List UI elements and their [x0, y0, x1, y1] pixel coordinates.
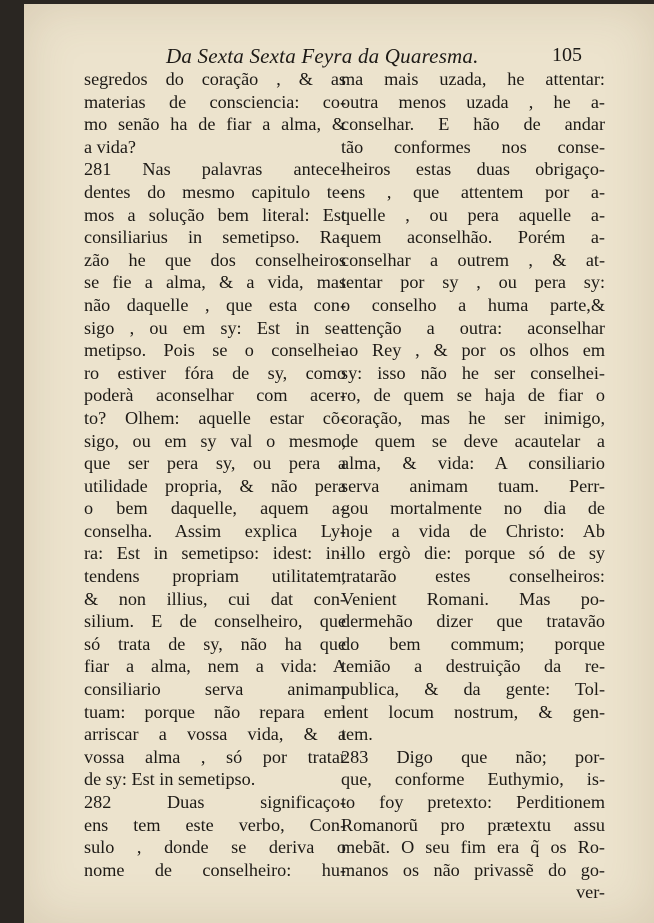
- left-text-line: metipso. Pois se o conselhei-: [84, 340, 346, 361]
- right-text-line: coração, mas he ser inimigo,: [341, 407, 605, 428]
- right-text-line: o conselho a huma parte,&: [341, 294, 605, 315]
- left-text-line: materias de consciencia: co-: [84, 91, 346, 112]
- left-text-line: conselha. Assim explica Ly-: [84, 520, 346, 541]
- right-text-line: publica, & da gente: Tol-: [341, 679, 605, 700]
- left-text-line: mo senão ha de fiar a alma, &: [84, 114, 346, 135]
- right-text-line: ma mais uzada, he attentar:: [341, 69, 605, 89]
- right-text-line: alma, & vida: A consiliario: [341, 453, 605, 474]
- left-text-line: que ser pera sy, ou pera a: [84, 453, 346, 474]
- right-text-line: Romanorũ pro prætextu assu: [341, 814, 605, 835]
- right-text-line: to foy pretexto: Perditionem: [341, 792, 605, 812]
- right-text-line: ro, de quem se haja de fiar o: [341, 385, 605, 406]
- right-text-line: quelle , ou pera aquelle a-: [341, 204, 605, 225]
- left-text-line: utilidade propria, & não pera: [84, 475, 346, 496]
- left-text-line: se fie a alma, & a vida, mas: [84, 272, 346, 293]
- left-text-column: [84, 68, 346, 881]
- left-text-line: sulo , donde se deriva o: [84, 837, 346, 858]
- left-text-line: 282 Duas significaço-: [84, 792, 346, 812]
- left-text-line: fiar a alma, nem a vida: A: [84, 656, 346, 677]
- right-text-line: tão conformes nos conse-: [341, 136, 605, 157]
- right-text-line: conselhar. E hão de andar: [341, 114, 605, 135]
- right-text-line: gou mortalmente no dia de: [341, 498, 605, 519]
- right-text-line: lent locum nostrum, & gen-: [341, 701, 605, 722]
- left-text-line: consiliario serva animam: [84, 679, 346, 700]
- right-text-line: outra menos uzada , he a-: [341, 91, 605, 112]
- left-text-line: vossa alma , só por tratar: [84, 746, 346, 767]
- right-text-line: ens , que attentem por a-: [341, 181, 605, 202]
- left-text-line: poderà aconselhar com acer-: [84, 385, 346, 406]
- right-text-line: que, conforme Euthymio, is-: [341, 769, 605, 790]
- left-text-line: só trata de sy, não ha que: [84, 633, 346, 654]
- right-text-line: manos os não privassẽ do go-: [341, 859, 605, 880]
- right-text-line: ao Rey , & por os olhos em: [341, 340, 605, 361]
- left-text-line: ro estiver fóra de sy, como: [84, 362, 346, 383]
- right-text-line: mebãt. O seu fim era q̃ os Ro-: [341, 837, 605, 858]
- page-number: 105: [552, 44, 582, 66]
- right-text-line: tratarão estes conselheiros:: [341, 566, 605, 587]
- running-title: Da Sexta Sexta Feyra da Quaresma.: [166, 44, 479, 68]
- left-text-line: to? Olhem: aquelle estar cõ-: [84, 407, 346, 428]
- left-text-line: zão he que dos conselheiros: [84, 249, 346, 270]
- right-text-line: serva animam tuam. Perr-: [341, 475, 605, 496]
- left-text-line: sigo, ou em sy val o mesmo,: [84, 430, 346, 451]
- right-text-line: tem.: [341, 724, 373, 745]
- right-text-line: attenção a outra: aconselhar: [341, 317, 605, 338]
- right-text-line: dermehão dizer que tratavão: [341, 611, 605, 632]
- left-text-line: 281 Nas palavras antece-: [84, 159, 346, 180]
- left-text-line: consiliarius in semetipso. Ra-: [84, 227, 346, 248]
- right-text-line: temião a destruição da re-: [341, 656, 605, 677]
- right-text-line: conselhar a outrem , & at-: [341, 249, 605, 270]
- left-text-line: & non illius, cui dat con-: [84, 588, 346, 609]
- right-text-line: do bem commum; porque: [341, 633, 605, 654]
- left-text-line: o bem daquelle, aquem a-: [84, 498, 346, 519]
- right-text-line: Venient Romani. Mas po-: [341, 588, 605, 609]
- left-text-line: arriscar a vossa vida, & a: [84, 724, 346, 745]
- left-text-line: dentes do mesmo capitulo te-: [84, 181, 346, 202]
- right-text-line: 283 Digo que não; por-: [341, 746, 605, 767]
- left-text-line: ens tem este verbo, Con-: [84, 814, 346, 835]
- right-text-line: illo ergò die: porque só de sy: [341, 543, 605, 564]
- left-text-line: sigo , ou em sy: Est in se-: [84, 317, 346, 338]
- left-text-line: silium. E de conselheiro, que: [84, 611, 346, 632]
- left-text-line: tendens propriam utilitatem,: [84, 566, 346, 587]
- left-text-line: segredos do coração , & as: [84, 69, 346, 89]
- right-text-line: quem aconselhão. Porém a-: [341, 227, 605, 248]
- left-text-line: nome de conselheiro: hu-: [84, 859, 346, 880]
- left-text-line: ra: Est in semetipso: idest: in-: [84, 543, 346, 564]
- right-text-line: sy: isso não he ser conselhei-: [341, 362, 605, 383]
- book-page: [24, 4, 654, 923]
- right-text-line: ver-: [576, 882, 605, 903]
- left-text-line: tuam: porque não repara em: [84, 701, 346, 722]
- right-text-line: de quem se deve acautelar a: [341, 430, 605, 451]
- right-text-line: tentar por sy , ou pera sy:: [341, 272, 605, 293]
- right-text-column: [341, 68, 605, 904]
- left-text-line: mos a solução bem literal: Est: [84, 204, 346, 225]
- right-text-line: hoje a vida de Christo: Ab: [341, 520, 605, 541]
- left-text-line: não daquelle , que esta con-: [84, 294, 346, 315]
- left-text-line: a vida?: [84, 136, 137, 157]
- right-text-line: lheiros estas duas obrigaço-: [341, 159, 605, 180]
- left-text-line: de sy: Est in semetipso.: [84, 769, 256, 790]
